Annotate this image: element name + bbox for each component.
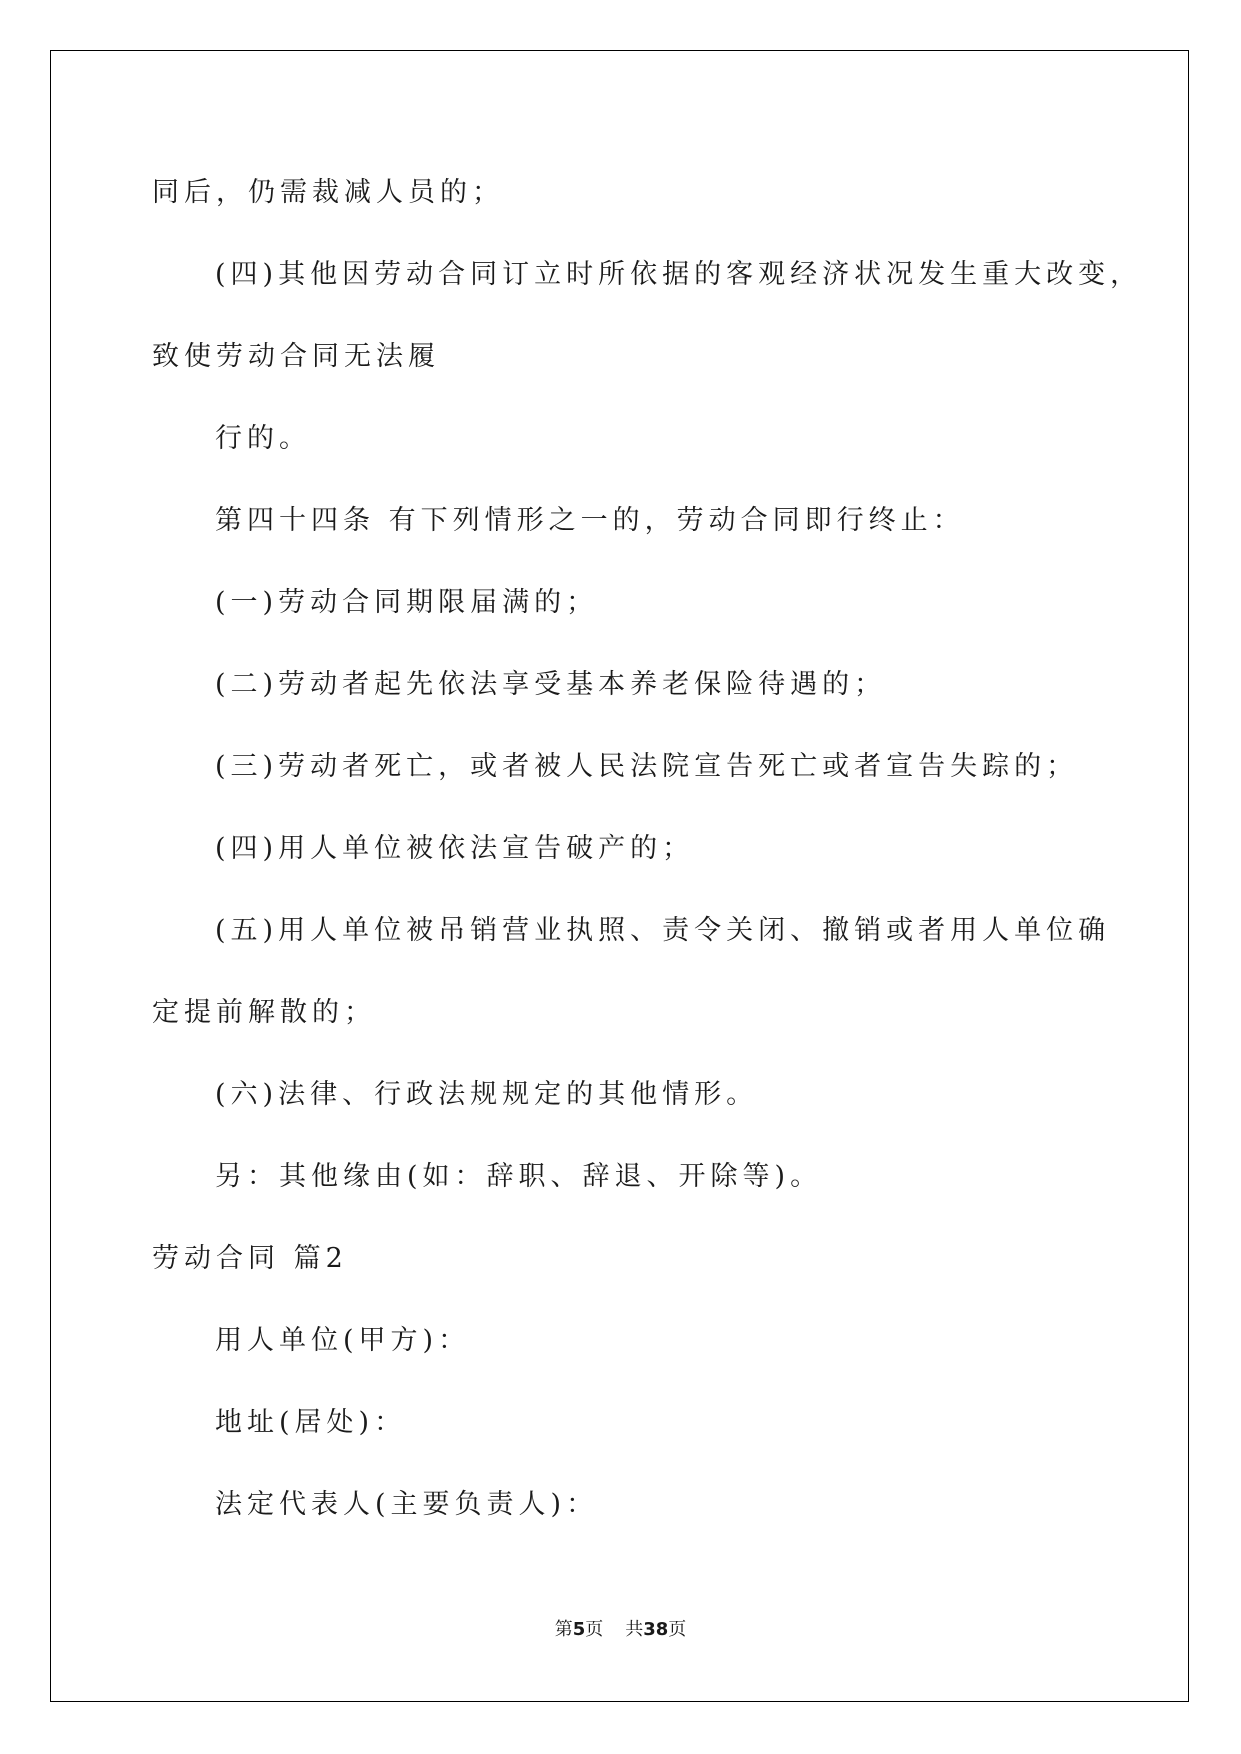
text-line: 同后，仍需裁减人员的； — [152, 177, 504, 208]
text-line: 致使劳动合同无法履 — [152, 341, 440, 372]
list-item: (一)劳动合同期限届满的； — [215, 587, 599, 618]
list-item: (五)用人单位被吊销营业执照、责令关闭、撤销或者用人单位确 — [215, 915, 1111, 946]
list-item: (三)劳动者死亡，或者被人民法院宣告死亡或者宣告失踪的； — [215, 751, 1079, 782]
current-page-number: 5 — [572, 1619, 586, 1640]
text-line: 行的。 — [215, 423, 311, 454]
form-field-label: 法定代表人(主要负责人)： — [215, 1489, 599, 1520]
total-page-count: 38 — [643, 1619, 669, 1640]
section-title: 劳动合同 篇2 — [152, 1243, 348, 1274]
page-suffix: 页 — [585, 1619, 604, 1640]
text-line: (四)其他因劳动合同订立时所依据的客观经济状况发生重大改变， — [215, 259, 1143, 290]
list-item: (二)劳动者起先依法享受基本养老保险待遇的； — [215, 669, 887, 700]
page-prefix: 第 — [554, 1619, 573, 1640]
total-prefix: 共 — [625, 1619, 644, 1640]
article-heading: 第四十四条 有下列情形之一的，劳动合同即行终止： — [215, 505, 965, 536]
text-line: 定提前解散的； — [152, 997, 376, 1028]
page-border — [50, 50, 1189, 1702]
total-suffix: 页 — [668, 1619, 687, 1640]
page-number-footer — [0, 1617, 1241, 1643]
list-item: (四)用人单位被依法宣告破产的； — [215, 833, 695, 864]
text-line: 另：其他缘由(如：辞职、辞退、开除等)。 — [215, 1161, 823, 1192]
form-field-label: 地址(居处)： — [215, 1407, 407, 1438]
form-field-label: 用人单位(甲方)： — [215, 1325, 471, 1356]
list-item: (六)法律、行政法规规定的其他情形。 — [215, 1079, 759, 1110]
